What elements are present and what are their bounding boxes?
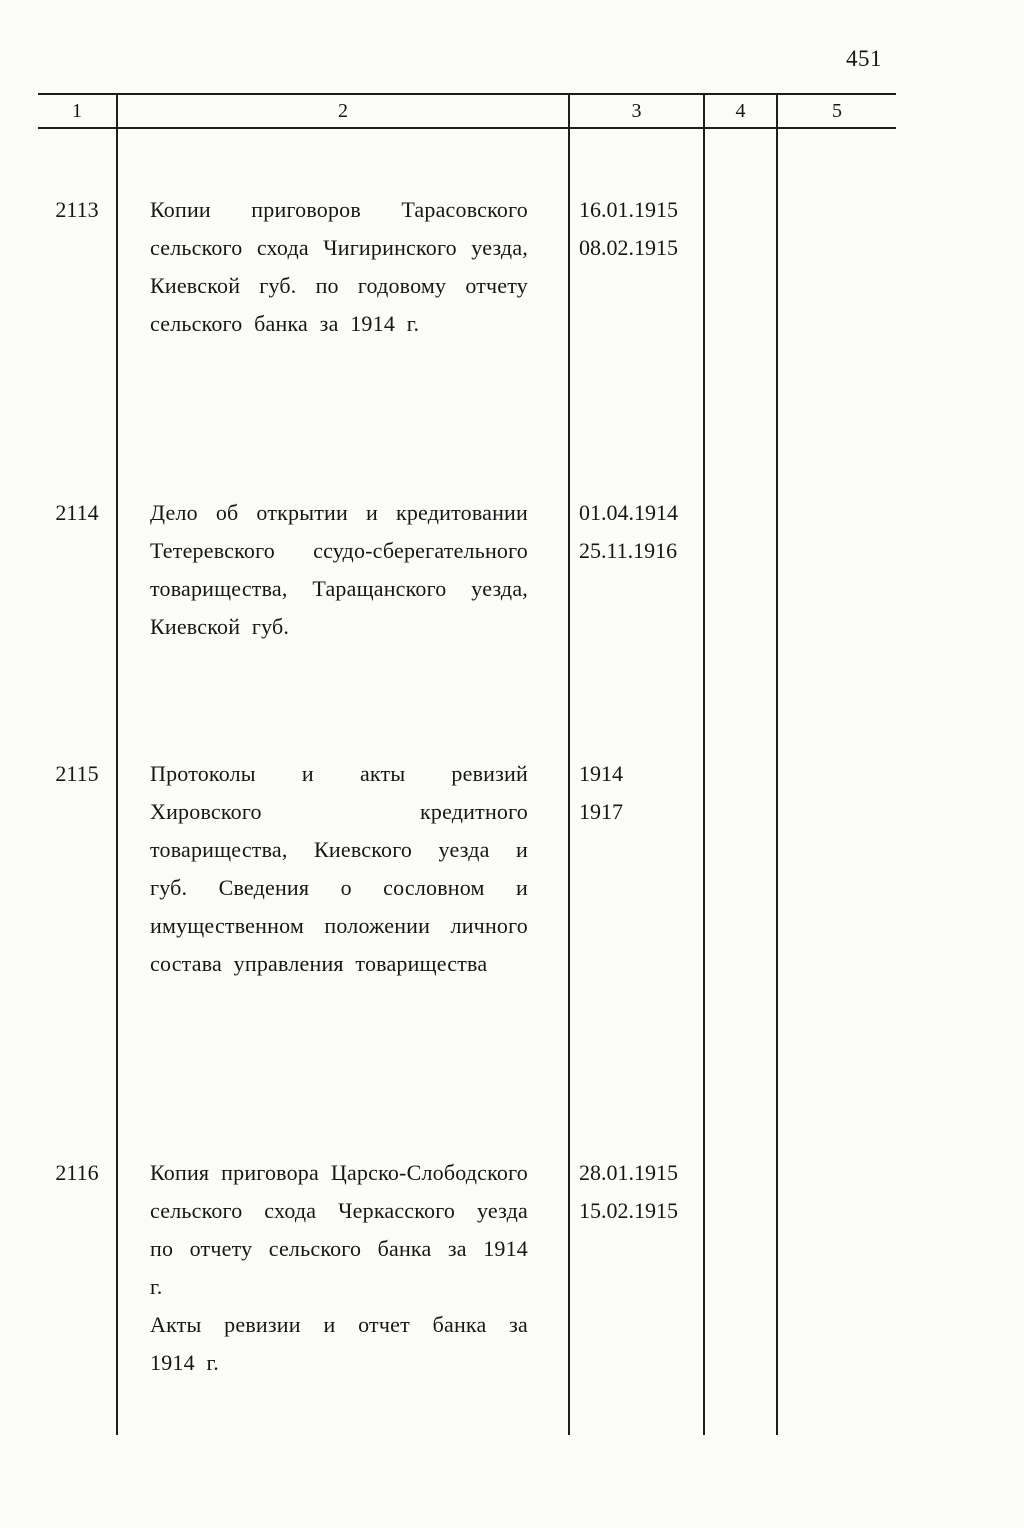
case-description-cell [118, 494, 570, 755]
case-number: 2116 [55, 1160, 99, 1185]
table-header-row [38, 95, 896, 129]
case-number: 2113 [55, 197, 99, 222]
case-number-cell [38, 129, 118, 494]
date-line: 08.02.1915 [579, 235, 678, 260]
column-header-5: 5 [832, 100, 842, 122]
empty-column-5-cell [778, 1154, 896, 1435]
empty-column-4-cell [705, 494, 778, 755]
column-header-1: 1 [38, 95, 118, 127]
empty-column-5-cell [778, 755, 896, 1154]
case-description-cell [118, 755, 570, 1154]
case-description-cell [118, 129, 570, 494]
case-number-cell [38, 1154, 118, 1435]
case-dates-cell [570, 129, 705, 494]
date-line: 25.11.1916 [579, 538, 678, 563]
case-dates-cell [570, 755, 705, 1154]
case-dates-cell [570, 494, 705, 755]
date-line: 16.01.1915 [579, 197, 678, 222]
date-line: 28.01.1915 [579, 1160, 678, 1185]
column-header-4: 4 [705, 95, 778, 127]
date-line: 01.04.1914 [579, 500, 678, 525]
description-paragraph: Дело об открытии и кредитовании Тетеревского ссудо-сберегательного товарищества, Таращанского уезда, Киевской губ. [150, 500, 528, 639]
empty-column-5-cell [778, 494, 896, 755]
empty-column-4-cell [705, 129, 778, 494]
archive-inventory-table [38, 93, 896, 1435]
column-header-2: 2 [118, 95, 570, 127]
date-line: 1917 [579, 799, 623, 824]
case-number-cell [38, 755, 118, 1154]
date-line: 15.02.1915 [579, 1198, 678, 1223]
case-dates-cell [570, 1154, 705, 1435]
empty-column-4-cell [705, 1154, 778, 1435]
table-body [38, 129, 896, 1435]
table-row [38, 129, 896, 494]
page-number: 451 [846, 46, 882, 71]
column-header-3: 3 [570, 95, 705, 127]
empty-column-5-cell [778, 129, 896, 494]
table-row [38, 755, 896, 1154]
case-number: 2115 [55, 761, 99, 786]
description-paragraph: Акты ревизии и отчет банка за 1914 г. [150, 1312, 528, 1375]
case-description-cell [118, 1154, 570, 1435]
description-paragraph: Протоколы и акты ревизий Хировского кредитного товарищества, Киевского уезда и губ. Сведения о сословном и имущественном положении личного состава управления товарищества [150, 761, 528, 976]
table-row [38, 494, 896, 755]
case-number-cell [38, 494, 118, 755]
table-row [38, 1154, 896, 1435]
description-paragraph: Копия приговора Царско-Слободского сельского схода Черкасского уезда по отчету сельского банка за 1914 г. [150, 1160, 528, 1299]
case-number: 2114 [55, 500, 99, 525]
empty-column-4-cell [705, 755, 778, 1154]
date-line: 1914 [579, 761, 623, 786]
description-paragraph: Копии приговоров Тарасовского сельского схода Чигиринского уезда, Киевской губ. по годовому отчету сельского банка за 1914 г. [150, 197, 528, 336]
